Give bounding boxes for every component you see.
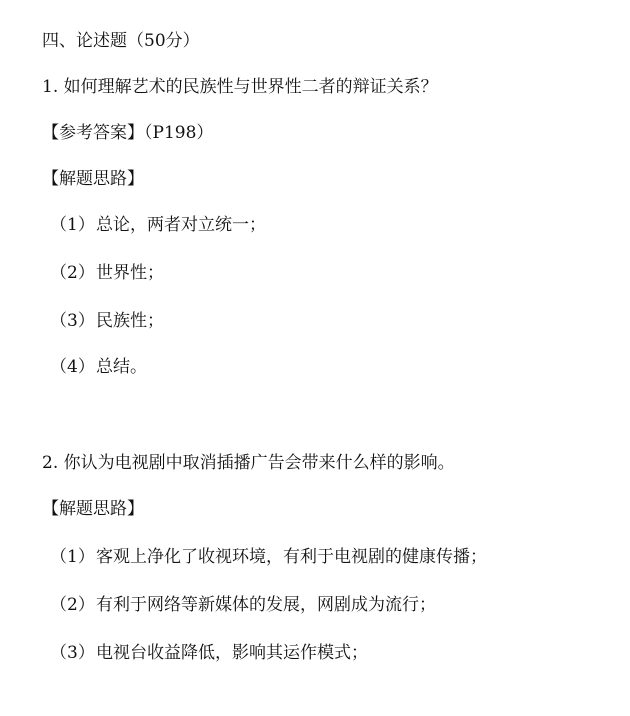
q1-point-4 (50, 356, 147, 378)
question-2: 2. 你认为电视剧中取消插播广告会带来什么样的影响。 (42, 453, 455, 473)
q2-point-2-text: 有利于网络等新媒体的发展，网剧成为流行； (96, 595, 436, 615)
question-1: 1. 如何理解艺术的民族性与世界性二者的辩证关系？ (42, 77, 438, 97)
q2-point-1-number: （1） (50, 547, 95, 567)
q1-point-4-number: （4） (50, 357, 95, 377)
q2-point-3-number: （3） (50, 643, 95, 663)
q2-approach-heading: 【解题思路】 (42, 499, 144, 519)
q2-point-1 (50, 546, 487, 568)
q1-point-1-number: （1） (50, 215, 95, 235)
q1-point-3-text: 民族性； (96, 311, 164, 331)
q2-point-2-number: （2） (50, 595, 95, 615)
q2-point-1-text: 客观上净化了收视环境，有利于电视剧的健康传播； (96, 547, 487, 567)
q2-point-2 (50, 594, 436, 616)
q2-point-3-text: 电视台收益降低，影响其运作模式； (96, 643, 368, 663)
q1-point-1-text: 总论，两者对立统一； (96, 215, 266, 235)
q1-point-1 (50, 214, 266, 236)
q1-point-3-number: （3） (50, 311, 95, 331)
q1-point-2 (50, 262, 164, 284)
q1-point-4-text: 总结。 (96, 357, 147, 377)
q1-approach-heading: 【解题思路】 (42, 169, 144, 189)
q1-point-2-text: 世界性； (96, 263, 164, 283)
q1-answer-reference: 【参考答案】（P198） (42, 123, 214, 143)
q1-point-2-number: （2） (50, 263, 95, 283)
q1-point-3 (50, 310, 164, 332)
q2-point-3 (50, 642, 368, 664)
section-title: 四、论述题（50分） (42, 31, 200, 51)
